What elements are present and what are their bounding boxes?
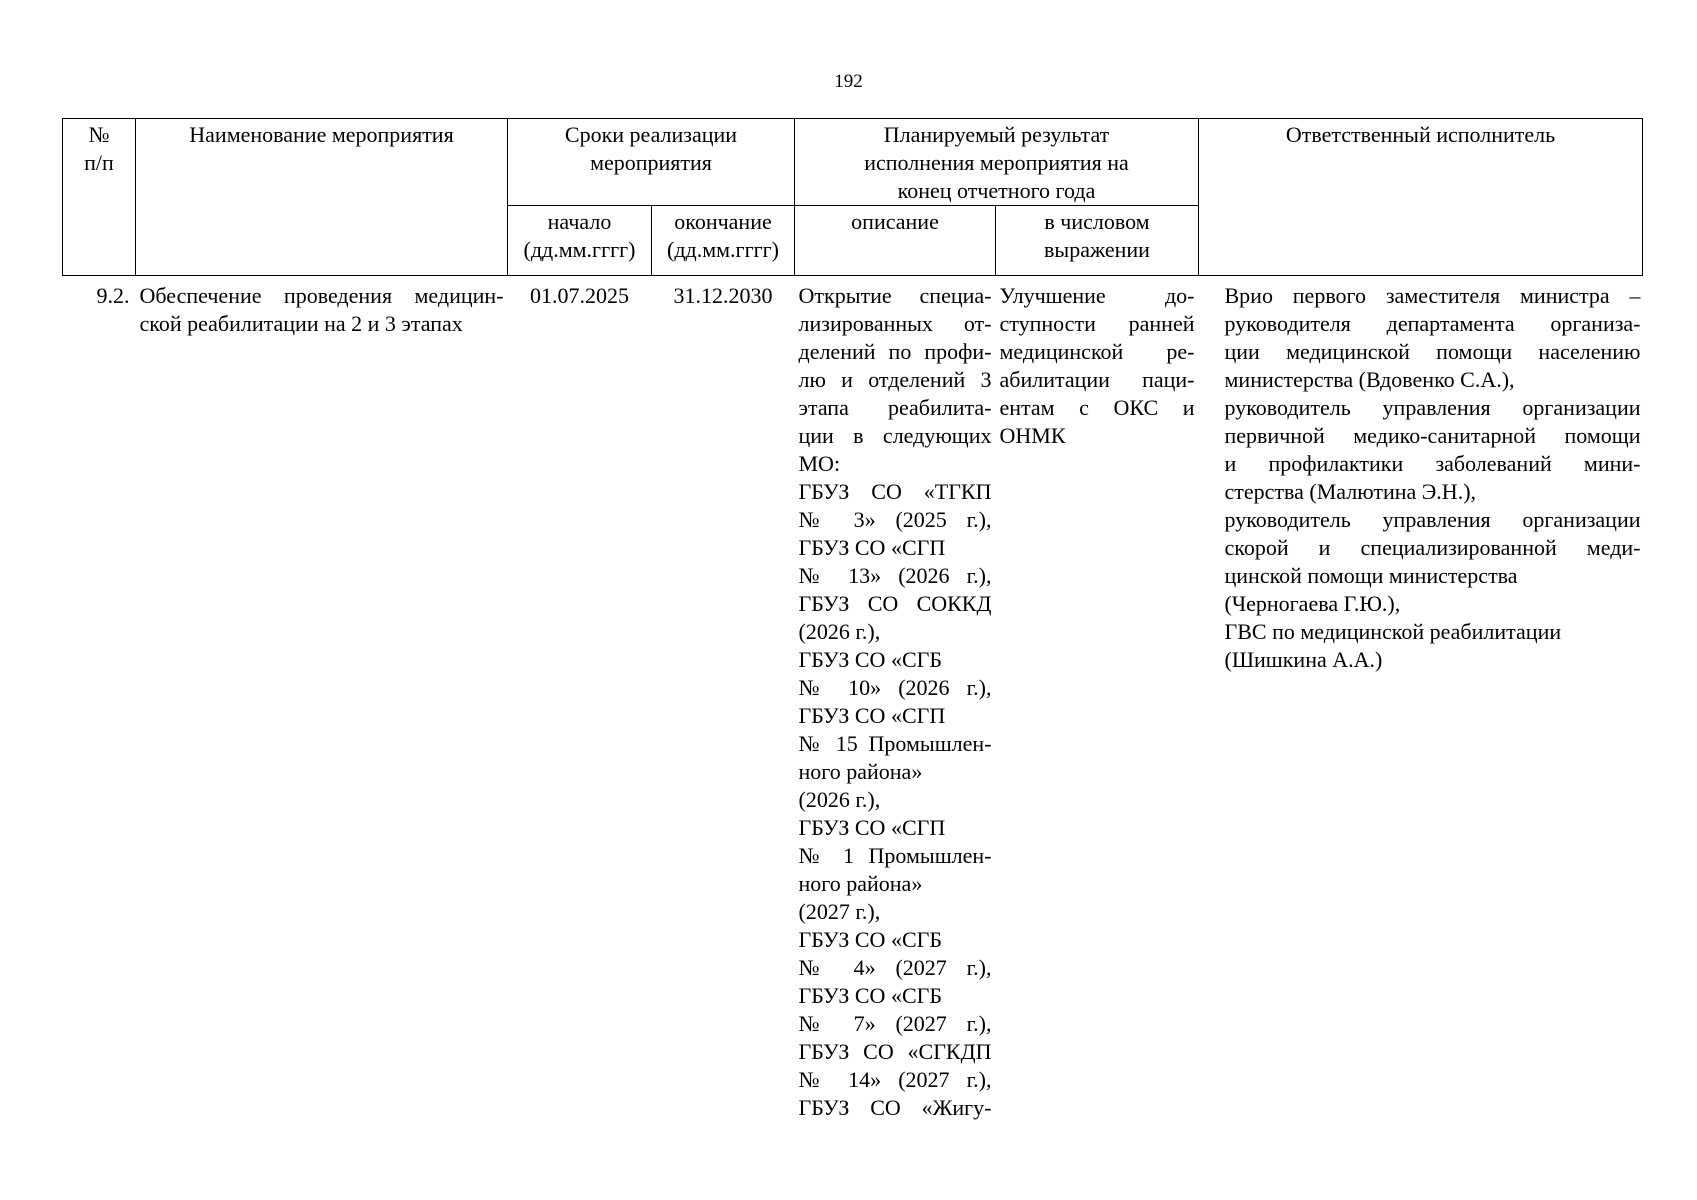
description-line: № 13» (2026 г.), (798, 563, 992, 588)
header-end-line: окончание (674, 209, 772, 234)
responsible-line: ции медицинской помощи населению (1224, 339, 1641, 364)
activity-plan-table (62, 118, 1643, 1122)
description-line: (2026 г.), (798, 787, 881, 812)
header-activity-name: Наименование мероприятия (136, 119, 508, 276)
responsible-line: первичной медико-санитарной помощи (1224, 423, 1641, 448)
responsible-line: цинской помощи министерства (1224, 563, 1518, 588)
responsible-line: (Черногаева Г.Ю.), (1224, 591, 1401, 616)
responsible-line: стерства (Малютина Э.Н.), (1224, 479, 1477, 504)
header-number-line: п/п (84, 150, 114, 175)
description-line: ного района» (798, 759, 923, 784)
description-line: делений по профи- (798, 339, 992, 364)
description-line: лизированных от- (798, 311, 992, 336)
description-line: № 4» (2027 г.), (798, 955, 992, 980)
description-line: этапа реабилита- (798, 395, 992, 420)
responsible-line: ГВС по медицинской реабилитации (1224, 619, 1562, 644)
description-line: ГБУЗ СО СОККД (798, 591, 992, 616)
header-result-line: исполнения мероприятия на (864, 150, 1129, 175)
description-line: ГБУЗ СО «Жигу- (798, 1095, 992, 1120)
description-line: № 3» (2025 г.), (798, 507, 992, 532)
start-date: 01.07.2025 (530, 283, 629, 308)
description-line: № 15 Промышлен- (798, 731, 992, 756)
numeric-line: Улучшение до- (999, 283, 1195, 308)
activity-name-line: ской реабилитации на 2 и 3 этапах (139, 311, 463, 336)
description-line: ГБУЗ СО «ТГКП (798, 479, 992, 504)
activity-name (136, 276, 508, 1123)
description-line: ГБУЗ СО «СГБ (798, 927, 942, 952)
description-line: лю и отделений 3 (798, 367, 992, 392)
responsible-executor (1199, 276, 1643, 1123)
header-numeric-line: в числовом (1044, 209, 1150, 234)
numeric-line: абилитации паци- (999, 367, 1195, 392)
description-line: № 7» (2027 г.), (798, 1011, 992, 1036)
responsible-line: руководитель управления организации (1224, 395, 1641, 420)
table-row (63, 276, 1643, 1123)
description-line: ГБУЗ СО «СГБ (798, 983, 942, 1008)
description-line: ного района» (798, 871, 923, 896)
header-implementation-terms (508, 119, 795, 206)
header-result-line: конец отчетного года (897, 178, 1096, 203)
header-numeric (996, 206, 1199, 276)
description-line: № 14» (2027 г.), (798, 1067, 992, 1092)
responsible-line: министерства (Вдовенко С.А.), (1224, 367, 1515, 392)
result-description (795, 276, 996, 1123)
header-result-line: Планируемый результат (883, 122, 1110, 147)
header-start-date (508, 206, 652, 276)
header-planned-result (795, 119, 1199, 206)
header-responsible: Ответственный исполнитель (1199, 119, 1643, 276)
description-line: (2027 г.), (798, 899, 881, 924)
description-line: Открытие специа- (798, 283, 992, 308)
header-end-date (652, 206, 795, 276)
numeric-line: ентам с ОКС и (999, 395, 1195, 420)
result-numeric (996, 276, 1199, 1123)
description-line: ции в следующих (798, 423, 992, 448)
description-line: ГБУЗ СО «СГП (798, 703, 946, 728)
header-number-line: № (88, 122, 110, 147)
description-line: МО: (798, 451, 841, 476)
description-line: (2026 г.), (798, 619, 881, 644)
header-start-line: начало (547, 209, 612, 234)
description-line: ГБУЗ СО «СГП (798, 815, 946, 840)
responsible-line: руководителя департамента организа- (1224, 311, 1641, 336)
row-number: 9.2. (96, 283, 130, 308)
header-numeric-line: выражении (1044, 237, 1150, 262)
numeric-line: ступности ранней (999, 311, 1195, 336)
description-line: № 10» (2026 г.), (798, 675, 992, 700)
responsible-line: скорой и специализированной меди- (1224, 535, 1641, 560)
header-end-line: (дд.мм.гггг) (667, 237, 779, 262)
end-date: 31.12.2030 (673, 283, 773, 308)
responsible-line: Врио первого заместителя министра – (1224, 283, 1641, 308)
numeric-line: медицинской ре- (999, 339, 1195, 364)
header-description: описание (795, 206, 996, 276)
description-line: ГБУЗ СО «СГБ (798, 647, 942, 672)
numeric-line: ОНМК (999, 423, 1066, 448)
responsible-line: руководитель управления организации (1224, 507, 1641, 532)
description-line: № 1 Промышлен- (798, 843, 992, 868)
responsible-line: (Шишкина А.А.) (1224, 647, 1383, 672)
responsible-line: и профилактики заболеваний мини- (1224, 451, 1641, 476)
header-terms-line: мероприятия (590, 150, 712, 175)
header-number (63, 119, 136, 276)
page-number: 192 (834, 71, 863, 92)
description-line: ГБУЗ СО «СГП (798, 535, 946, 560)
header-start-line: (дд.мм.гггг) (523, 237, 636, 262)
header-terms-line: Сроки реализации (564, 122, 738, 147)
description-line: ГБУЗ СО «СГКДП (798, 1039, 992, 1064)
activity-name-line: Обеспечение проведения медицин- (139, 283, 504, 308)
